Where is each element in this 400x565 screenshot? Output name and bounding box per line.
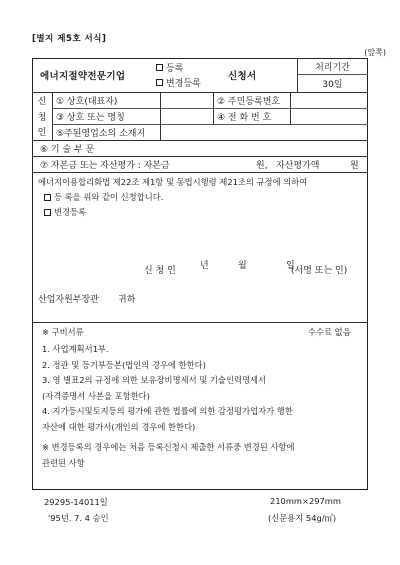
statement-change-text: 변경등록	[54, 207, 87, 217]
resident-number-label: ② 주민등록번호	[217, 96, 281, 107]
signer-label: 신 청 인	[144, 265, 176, 276]
document-item-2: 2. 정관 및 등기부등본(법인의 경우에 한한다)	[42, 359, 206, 370]
register-option[interactable]	[156, 61, 183, 73]
processing-period-label: 처리기간	[315, 62, 350, 73]
applicant-side-label	[32, 92, 52, 140]
side-char-3: 인	[37, 127, 47, 138]
row-divider	[32, 172, 368, 173]
date-year: 년	[200, 260, 209, 271]
main-office-address-label: ⑤주된영업소의 소재지	[56, 128, 146, 139]
document-item-3-cont: (자격증명서 사본을 포함한다)	[42, 390, 150, 401]
statement-change-checkbox[interactable]	[44, 209, 51, 216]
col-divider	[160, 108, 161, 124]
register-statement[interactable]	[44, 191, 163, 203]
phone-number-label: ④ 전 화 번 호	[217, 112, 272, 123]
required-documents-list	[42, 342, 293, 435]
paper-type: (신문용지 54g/㎡)	[268, 513, 337, 523]
sign-or-seal-note: (서명 또는 인)	[291, 265, 348, 276]
tech-department-label: ⑥ 기 술 부 문	[40, 144, 95, 155]
register-checkbox[interactable]	[156, 64, 163, 71]
capital-won: 원,	[256, 160, 268, 171]
col-divider	[213, 92, 214, 124]
applicant-side-divider	[52, 92, 53, 140]
approval-date: '95년. 7. 4 승인	[48, 513, 109, 523]
paper-size: 210mm×297mm	[270, 496, 341, 506]
company-representative-label: ① 상호(대표자)	[56, 96, 118, 107]
statement-register-checkbox[interactable]	[44, 194, 51, 201]
legal-basis-text: 에너지이용합리화법 제22조 제1항 및 동법시행령 제21조의 규정에 의하여	[38, 177, 308, 187]
document-item-1: 1. 사업계획서1부.	[42, 344, 109, 354]
side-char-2: 청	[37, 112, 47, 123]
note-line-2: 관련된 사항	[42, 457, 85, 468]
date-day: 일	[286, 260, 295, 271]
processing-period-value: 30일	[322, 79, 343, 90]
addressee-name: 산업자원부장관	[38, 294, 99, 305]
document-item-4: 4. 지가등시및토지등의 평가에 관한 법률에 의한 감정평가업자가 행한	[42, 406, 293, 416]
addressee-suffix: 귀하	[118, 294, 136, 305]
form-title: 에너지절약전문기업	[40, 71, 126, 82]
required-documents-heading: ※ 구비서류	[42, 327, 84, 337]
statement-register-text: 등 록을 위와 같이 신청합니다.	[54, 192, 164, 202]
change-register-checkbox[interactable]	[156, 79, 163, 86]
col-divider	[290, 92, 291, 124]
register-option-label: 등록	[166, 63, 184, 74]
note-line-1: ※ 변경등록의 경우에는 처음 등록신청시 제출한 서류중 변경된 사항에	[42, 442, 295, 452]
row-divider	[32, 322, 368, 323]
page-side-label: (앞쪽)	[364, 48, 386, 57]
change-registration-note	[42, 440, 294, 471]
form-number-label: [별지 제5호 서식]	[32, 34, 107, 44]
document-type: 신청서	[228, 71, 257, 82]
form-code: 29295-14011일	[44, 497, 108, 507]
document-item-3: 3. 영 별표2의 규정에 의한 보유장비명세서 및 기술인력명세서	[42, 375, 267, 385]
asset-won: 원	[350, 160, 359, 171]
fee-text: 수수료 없음	[308, 327, 351, 337]
capital-label: ⑦ 자본금 또는 자산평가 : 자본금	[40, 160, 170, 171]
asset-evaluation-label: 자산평가액	[276, 160, 320, 171]
company-name-label: ③ 상호 또는 명칭	[56, 112, 125, 123]
col-divider	[160, 124, 161, 140]
document-item-4-cont: 자산에 대한 평가서(개인의 경우에 한한다)	[42, 421, 196, 432]
change-statement[interactable]	[44, 206, 86, 218]
change-register-option[interactable]	[156, 76, 201, 88]
side-char-1: 신	[37, 97, 47, 108]
date-month: 월	[238, 260, 247, 271]
change-register-option-label: 변경등록	[166, 78, 201, 89]
col-divider	[160, 92, 161, 108]
